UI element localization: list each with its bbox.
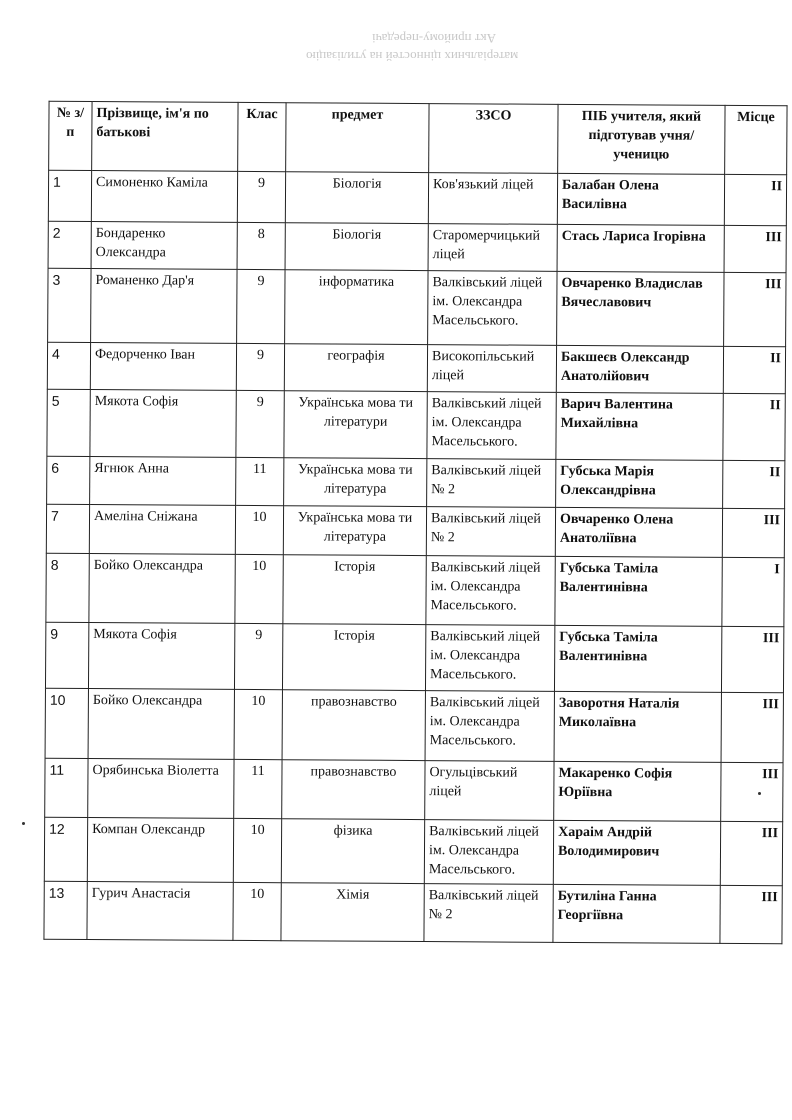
- cell-school: Валківський ліцей ім. Олександра Масельського.: [425, 691, 554, 762]
- header-class: Клас: [238, 102, 286, 171]
- cell-class: 11: [236, 457, 284, 505]
- stray-mark: [758, 792, 761, 795]
- cell-class: 9: [237, 171, 285, 222]
- cell-class: 10: [233, 882, 281, 940]
- cell-num: 10: [45, 688, 88, 758]
- cell-teacher: Хараім Андрій Володимирович: [553, 820, 720, 885]
- cell-subject: Історія: [283, 555, 426, 625]
- cell-class: 10: [235, 554, 283, 623]
- table-row: [47, 342, 785, 394]
- cell-place: III: [720, 821, 782, 885]
- cell-school: Валківський ліцей ім. Олександра Масельського.: [424, 820, 553, 885]
- cell-school: Валківський ліцей ім. Олександра Масельського.: [425, 625, 554, 692]
- header-school: ЗЗСО: [429, 104, 558, 174]
- cell-school: Високопільський ліцей: [427, 345, 556, 393]
- cell-num: 3: [48, 268, 91, 342]
- cell-teacher: Стась Лариса Ігорівна: [557, 224, 724, 272]
- cell-place: II: [723, 346, 785, 393]
- cell-place: I: [722, 557, 784, 626]
- table-row: [45, 688, 783, 763]
- cell-teacher: Овчаренко Олена Анатоліївна: [555, 507, 722, 557]
- cell-teacher: Губська Таміла Валентинівна: [554, 625, 721, 692]
- table-row: [46, 553, 784, 627]
- cell-subject: Біологія: [285, 223, 428, 271]
- cell-place: II: [723, 460, 785, 508]
- table-row: [48, 221, 786, 273]
- cell-school: Валківський ліцей № 2: [426, 507, 555, 557]
- cell-num: 4: [47, 342, 90, 389]
- cell-teacher: Губська Таміла Валентинівна: [555, 556, 722, 626]
- table-row: [44, 817, 782, 886]
- cell-num: 9: [45, 622, 88, 688]
- cell-place: III: [721, 762, 783, 821]
- cell-num: 6: [47, 456, 90, 504]
- cell-school: Валківський ліцей № 2: [427, 459, 556, 508]
- cell-subject: правознавство: [282, 760, 425, 820]
- cell-teacher: Овчаренко Владислав Вячеславович: [557, 271, 724, 346]
- cell-class: 10: [233, 818, 281, 882]
- cell-place: III: [722, 508, 784, 557]
- cell-subject: Українська мова ти літератури: [284, 391, 427, 459]
- cell-name: Бойко Олександра: [88, 689, 234, 760]
- cell-teacher: Губська Марія Олександрівна: [556, 459, 723, 508]
- header-teacher: ПІБ учителя, який підготував учня/ученицю: [558, 104, 725, 174]
- cell-class: 9: [236, 343, 284, 390]
- cell-class: 10: [235, 505, 283, 554]
- cell-num: 13: [44, 881, 87, 939]
- table-row: [46, 504, 784, 558]
- table-row: [48, 268, 786, 347]
- cell-class: 9: [236, 390, 284, 457]
- cell-class: 9: [234, 623, 282, 689]
- cell-num: 2: [48, 221, 91, 268]
- cell-subject: Біологія: [285, 172, 428, 224]
- cell-name: Симоненко Каміла: [91, 171, 237, 223]
- cell-name: Романенко Дар'я: [91, 269, 237, 344]
- cell-name: Гурич Анастасія: [87, 882, 233, 941]
- table-row: [47, 456, 785, 509]
- cell-subject: географія: [284, 344, 427, 392]
- cell-name: Ягнюк Анна: [90, 457, 236, 506]
- cell-num: 12: [44, 817, 87, 881]
- cell-num: 5: [47, 389, 90, 456]
- cell-teacher: Балабан Олена Василівна: [557, 173, 724, 225]
- cell-class: 9: [237, 269, 285, 343]
- cell-subject: Українська мова ти література: [283, 506, 426, 556]
- cell-school: Ков'язький ліцей: [428, 173, 557, 225]
- cell-school: Валківський ліцей ім. Олександра Масельського.: [428, 271, 557, 346]
- header-name: Прізвище, ім'я по батькові: [92, 102, 238, 172]
- cell-name: Федорченко Іван: [90, 343, 236, 391]
- cell-subject: Хімія: [281, 883, 424, 942]
- cell-teacher: Бакшеєв Олександр Анатолійович: [556, 345, 723, 393]
- cell-subject: фізика: [281, 819, 424, 884]
- table-header-row: [49, 101, 787, 175]
- bleed-through-line-2: матеріальних цінностей на утилізацію: [306, 49, 519, 64]
- stray-mark: [22, 822, 25, 825]
- cell-place: III: [721, 626, 783, 692]
- cell-num: 7: [46, 504, 89, 553]
- cell-name: Мякота Софія: [90, 390, 236, 458]
- cell-subject: Історія: [282, 624, 425, 691]
- table-row: [47, 389, 785, 461]
- cell-place: II: [724, 174, 786, 225]
- cell-name: Бондаренко Олександра: [91, 222, 237, 270]
- cell-subject: правознавство: [282, 690, 425, 761]
- cell-teacher: Заворотня Наталія Миколаївна: [554, 691, 721, 762]
- cell-place: II: [723, 393, 785, 460]
- cell-school: Огульцівський ліцей: [425, 761, 554, 821]
- cell-class: 8: [237, 222, 285, 269]
- cell-num: 1: [48, 170, 91, 221]
- cell-school: Валківський ліцей № 2: [424, 884, 553, 943]
- cell-place: III: [721, 692, 783, 762]
- bleed-through-line-1: Акт прийому-передачі: [372, 31, 496, 46]
- cell-teacher: Макаренко Софія Юріївна: [554, 761, 721, 821]
- cell-name: Амеліна Сніжана: [89, 505, 235, 555]
- cell-teacher: Бутиліна Ганна Георгіївна: [553, 884, 720, 943]
- cell-class: 10: [234, 689, 282, 759]
- header-num: № з/п: [49, 101, 92, 170]
- cell-school: Старомерчицький ліцей: [428, 224, 557, 272]
- cell-subject: Українська мова ти література: [284, 458, 427, 507]
- cell-place: III: [724, 272, 786, 346]
- table-row: [45, 758, 783, 822]
- cell-name: Бойко Олександра: [89, 554, 235, 624]
- cell-name: Орябинська Віолетта: [88, 759, 234, 819]
- table-row: [45, 622, 783, 693]
- cell-name: Мякота Софія: [88, 623, 234, 690]
- cell-subject: інформатика: [285, 270, 428, 345]
- table-row: [48, 170, 786, 226]
- cell-place: III: [724, 225, 786, 272]
- cell-place: III: [720, 885, 782, 943]
- cell-class: 11: [234, 759, 282, 818]
- cell-num: 11: [45, 758, 88, 817]
- header-subject: предмет: [286, 103, 429, 173]
- cell-school: Валківський ліцей ім. Олександра Масельського.: [426, 556, 555, 626]
- cell-teacher: Варич Валентина Михайлівна: [556, 392, 723, 460]
- cell-num: 8: [46, 553, 89, 622]
- cell-school: Валківський ліцей ім. Олександра Масельського.: [427, 392, 556, 460]
- cell-name: Компан Олександр: [87, 818, 233, 883]
- header-place: Місце: [725, 105, 787, 174]
- results-table: [43, 101, 787, 944]
- table-row: [44, 881, 782, 944]
